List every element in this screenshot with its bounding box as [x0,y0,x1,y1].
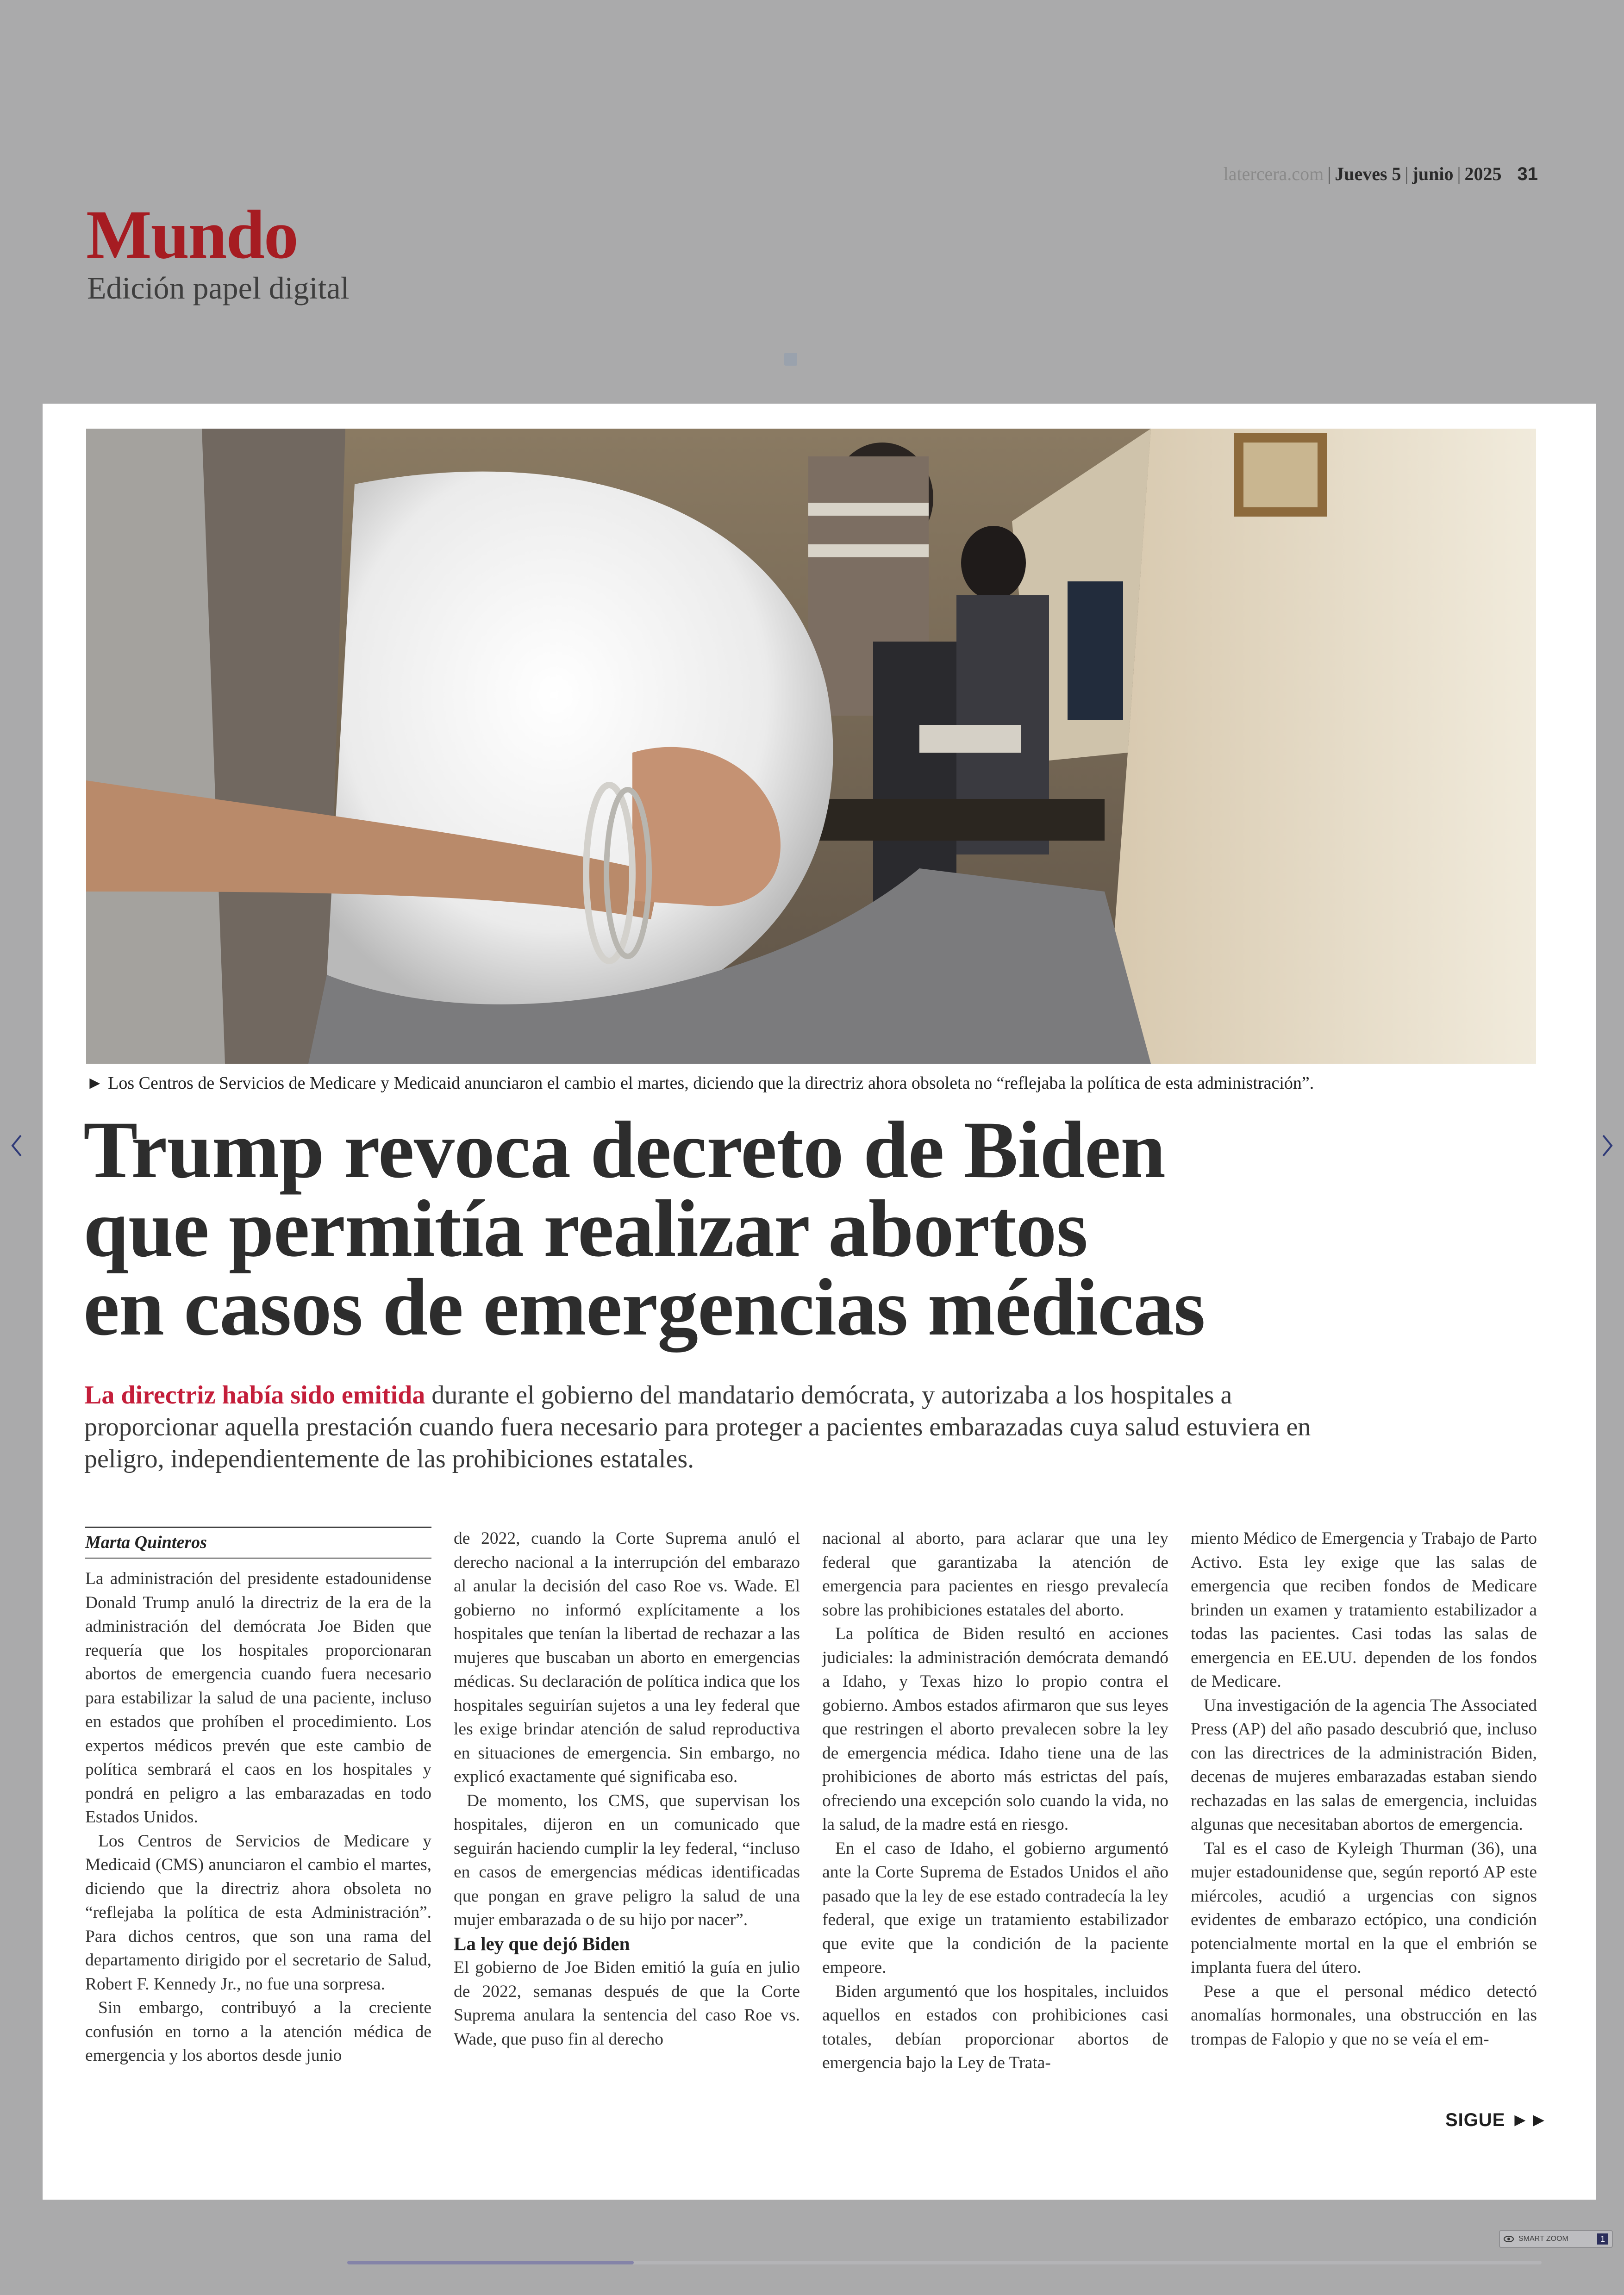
paragraph: La política de Biden resultó en acciones judiciales: la administración demócrata demandó a Idaho, y Texas hizo lo propio contra el gobierno. Ambos estados afirmaron que sus leyes que restringen el aborto prevalecen sobre la ley de emergencia médica. Idaho tiene una de las prohibiciones de aborto más estrictas del país, ofreciendo una excepción solo cuando la vida, no la salud, de la madre está en riesgo. [822,1624,1168,1834]
section-title: Mundo [86,196,298,273]
paragraph: Los Centros de Servicios de Medicare y Medicaid (CMS) anunciaron el cambio el martes, diciendo que la directriz ahora obsoleta no “reflejaba la política de esta Administración”. Para dichos centros, que son una rama del departamento dirigido por el secretario de Salud, Robert F. Kennedy Jr., no fue una sorpresa. [85,1831,431,1994]
paragraph: Sin embargo, contribuyó a la creciente confusión en torno a la atención médica de emergencia y los abortos desde junio [85,1998,431,2065]
lead-text: durante el gobierno del mandatario demócrata, y autorizaba a los hospitales a proporcionar aquella prestación cuando fuera necesario para proteger a pacientes embarazadas cuya salud estuviera en peligro, independientemente de las prohibiciones estatales. [84,1381,1311,1473]
article-column-3 [822,1527,1168,2075]
paragraph: nacional al aborto, para aclarar que una ley federal que garantizaba la atención de emergencia para pacientes en riesgo prevalecía sobre las prohibiciones estatales del aborto. [822,1529,1168,1620]
byline: Marta Quinteros [85,1527,431,1559]
headline-line: en casos de emergencias médicas [83,1262,1205,1353]
article-column-4 [1191,1527,1537,2051]
article-column-1 [85,1527,431,2068]
headline-line: Trump revoca decreto de Biden [83,1105,1165,1195]
lead-highlight: La directriz había sido emitida [84,1381,425,1409]
chevron-left-icon [10,1132,24,1160]
issue-month: junio [1412,163,1454,184]
page-progress-bar[interactable] [347,2261,1542,2264]
paragraph: La administración del presidente estadounidense Donald Trump anuló la directriz de la era de la administración del demócrata Joe Biden que requería que los hospitales proporcionaran abortos de emergencia cuando fuera necesario para estabilizar la salud de una paciente, incluso en estados que prohíben el procedimiento. Los expertos médicos prevén que este cambio de política sembrará el caos en los hospitales y pondrá en peligro a las embarazadas en todo Estados Unidos. [85,1569,431,1827]
photo-caption: ► Los Centros de Servicios de Medicare y Medicaid anunciaron el cambio el martes, diciendo que la directriz ahora obsoleta no “reflejaba la política de esta administración”. [86,1073,1314,1093]
paragraph: miento Médico de Emergencia y Trabajo de Parto Activo. Esta ley exige que las salas de emergencia que reciben fondos de Medicare brinden un examen y tratamiento estabilizador a todas las pacientes. Casi todas las salas de emergencia en EE.UU. dependen de los fondos de Medicare. [1191,1529,1537,1691]
chevron-right-icon [1600,1132,1614,1160]
paragraph: De momento, los CMS, que supervisan los hospitales, dijeron en un comunicado que seguirán haciendo cumplir la ley federal, “incluso en casos de emergencias médicas identificadas que pongan en grave peligro la salud de una mujer embarazada o de su hijo por nacer”. [454,1791,800,1929]
issue-weekday: Jueves 5 [1335,163,1401,184]
smart-zoom-button[interactable] [1499,2230,1613,2248]
paragraph: Pese a que el personal médico detectó anomalías hormonales, una obstrucción en las trompas de Falopio y que no se veía el em- [1191,1982,1537,2049]
paragraph: En el caso de Idaho, el gobierno argumentó ante la Corte Suprema de Estados Unidos el año pasado que la ley de ese estado contradecía la ley federal, que exige un tratamiento estabilizador que evite que la condición de la paciente empeore. [822,1839,1168,1977]
article-lead [84,1379,1362,1475]
paragraph: El gobierno de Joe Biden emitió la guía en julio de 2022, semanas después de que la Corte Suprema anulara la sentencia del caso Roe vs. Wade, que puso fin al derecho [454,1958,800,2049]
page-marker-icon [784,353,797,366]
site-name: latercera.com [1223,163,1324,184]
edition-subtitle: Edición papel digital [87,270,350,306]
article-headline [83,1105,1472,1353]
headline-line: que permitía realizar abortos [83,1184,1088,1274]
paragraph: Biden argumentó que los hospitales, incluidos aquellos en estados con prohibiciones casi totales, debían proporcionar abortos de emergencia bajo la Ley de Trata- [822,1982,1168,2072]
paragraph: Una investigación de la agencia The Associated Press (AP) del año pasado descubrió que, incluso con las directrices de la administración Biden, decenas de mujeres embarazadas estaban siendo rechazadas en las salas de emergencia, incluidas algunas que necesitaban abortos de emergencia. [1191,1696,1537,1834]
article-photo[interactable] [86,429,1536,1064]
page-number: 31 [1517,164,1538,184]
article-column-2 [454,1527,800,2051]
subheading: La ley que dejó Biden [454,1933,630,1954]
eye-icon [1504,2236,1514,2242]
previous-page-button[interactable] [7,1129,26,1162]
smart-zoom-label: SMART ZOOM [1518,2235,1568,2243]
paragraph: Tal es el caso de Kyleigh Thurman (36), una mujer estadounidense que, según reportó AP este miércoles, acudió a urgencias con signos evidentes de embarazo ectópico, una condición potencialmente mortal en la que el embrión se implanta fuera del útero. [1191,1839,1537,1977]
continue-label: SIGUE ►► [1445,2110,1549,2130]
issue-year: 2025 [1464,163,1502,184]
masthead-meta: latercera.com | Jueves 5 | junio | 2025 31 [1223,163,1538,184]
smart-zoom-badge: 1 [1597,2233,1608,2245]
paragraph: de 2022, cuando la Corte Suprema anuló el derecho nacional a la interrupción del embarazo al anular la decisión del caso Roe vs. Wade. El gobierno no informó explícitamente a los hospitales que tenían la libertad de rechazar a las mujeres que buscaban un aborto en emergencias médicas. Su declaración de política indica que los hospitales seguirían sujetos a una ley federal que les exige brindar atención de salud reproductiva en situaciones de emergencia. Sin embargo, no explicó exactamente qué significaba eso. [454,1529,800,1786]
page-progress-fill [347,2261,634,2264]
next-page-button[interactable] [1598,1129,1617,1162]
hospital-waiting-photo [86,429,1536,1064]
